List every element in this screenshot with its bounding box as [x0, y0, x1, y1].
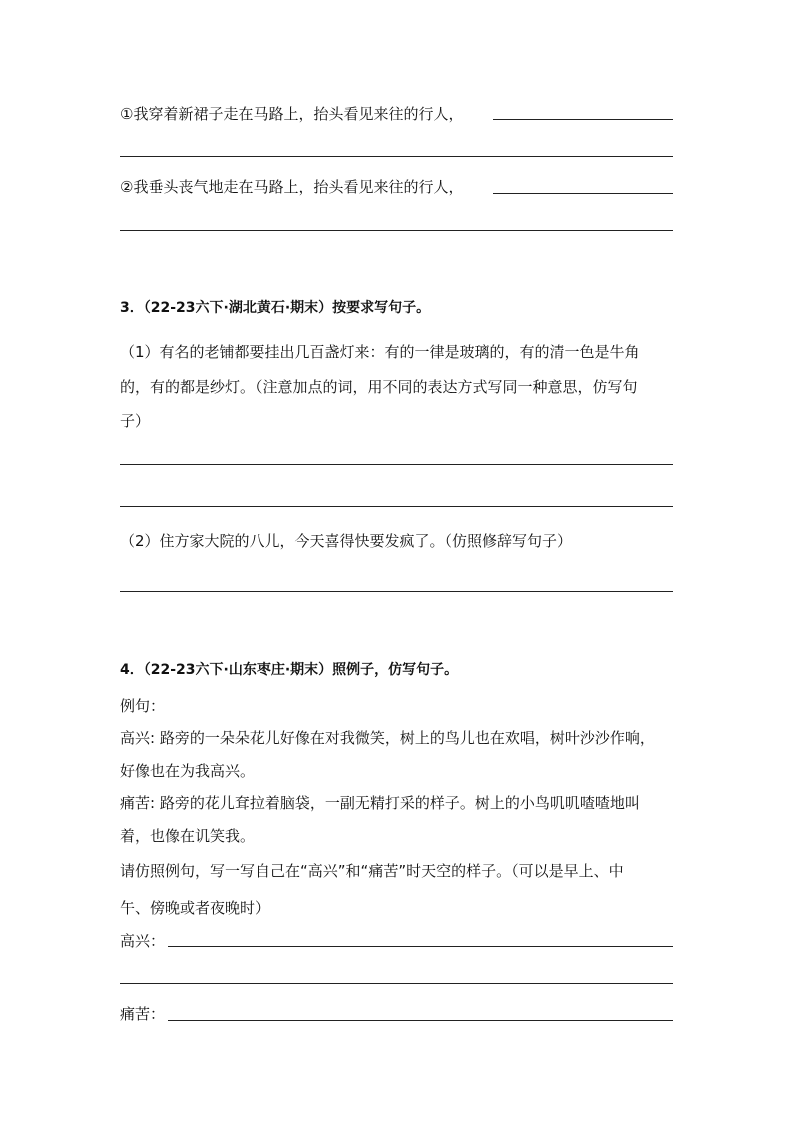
q2-item1-answer-line-1[interactable]	[493, 119, 673, 120]
q4-happy-answer-line-1[interactable]	[168, 946, 673, 947]
q3-sub1-line3: 子）	[120, 412, 151, 430]
q4-happy-answer-line-2[interactable]	[120, 983, 673, 984]
q4-happy-example-line1: 高兴: 路旁的一朵朵花儿好像在对我微笑，树上的鸟儿也在欢唱，树叶沙沙作响，	[120, 729, 655, 747]
q3-sub2-line1: （2）住方家大院的八儿，今天喜得快要发疯了。（仿照修辞写句子）	[120, 532, 573, 550]
q4-title: 4．（22-23六下·山东枣庄·期末）照例子，仿写句子。	[120, 662, 459, 678]
q4-happy-label: 高兴：	[120, 932, 166, 950]
q2-item1-text: ①我穿着新裙子走在马路上，抬头看见来往的行人，	[120, 105, 464, 123]
q3-sub1-answer-line-1[interactable]	[120, 464, 673, 465]
q3-sub1-line2: 的，有的都是纱灯。（注意加点的词，用不同的表达方式写同一种意思，仿写句	[120, 378, 638, 396]
q2-item2-answer-line-2[interactable]	[120, 230, 673, 231]
q4-happy-example-line2: 好像也在为我高兴。	[120, 762, 256, 780]
q3-sub1-line1: （1）有名的老铺都要挂出几百盏灯来：有的一律是玻璃的，有的清一色是牛角	[120, 343, 640, 361]
q4-sad-example-line1: 痛苦: 路旁的花儿耷拉着脑袋，一副无精打采的样子。树上的小鸟叽叽喳喳地叫	[120, 794, 640, 812]
q4-sad-example-line2: 着，也像在讥笑我。	[120, 827, 256, 845]
q2-item2-answer-line-1[interactable]	[493, 193, 673, 194]
q4-sad-answer-line[interactable]	[168, 1020, 673, 1021]
q4-sad-label: 痛苦：	[120, 1005, 166, 1023]
q4-instruction-line1: 请仿照例句，写一写自己在“高兴”和“痛苦”时天空的样子。（可以是早上、中	[120, 862, 624, 880]
q4-example-label: 例句：	[120, 697, 166, 715]
q3-title: 3．（22-23六下·湖北黄石·期末）按要求写句子。	[120, 300, 431, 316]
q2-item1-answer-line-2[interactable]	[120, 156, 673, 157]
q2-item2-text: ②我垂头丧气地走在马路上，抬头看见来往的行人，	[120, 178, 464, 196]
q4-instruction-line2: 午、傍晚或者夜晚时）	[120, 899, 271, 917]
q3-sub1-answer-line-2[interactable]	[120, 506, 673, 507]
q3-sub2-answer-line[interactable]	[120, 591, 673, 592]
